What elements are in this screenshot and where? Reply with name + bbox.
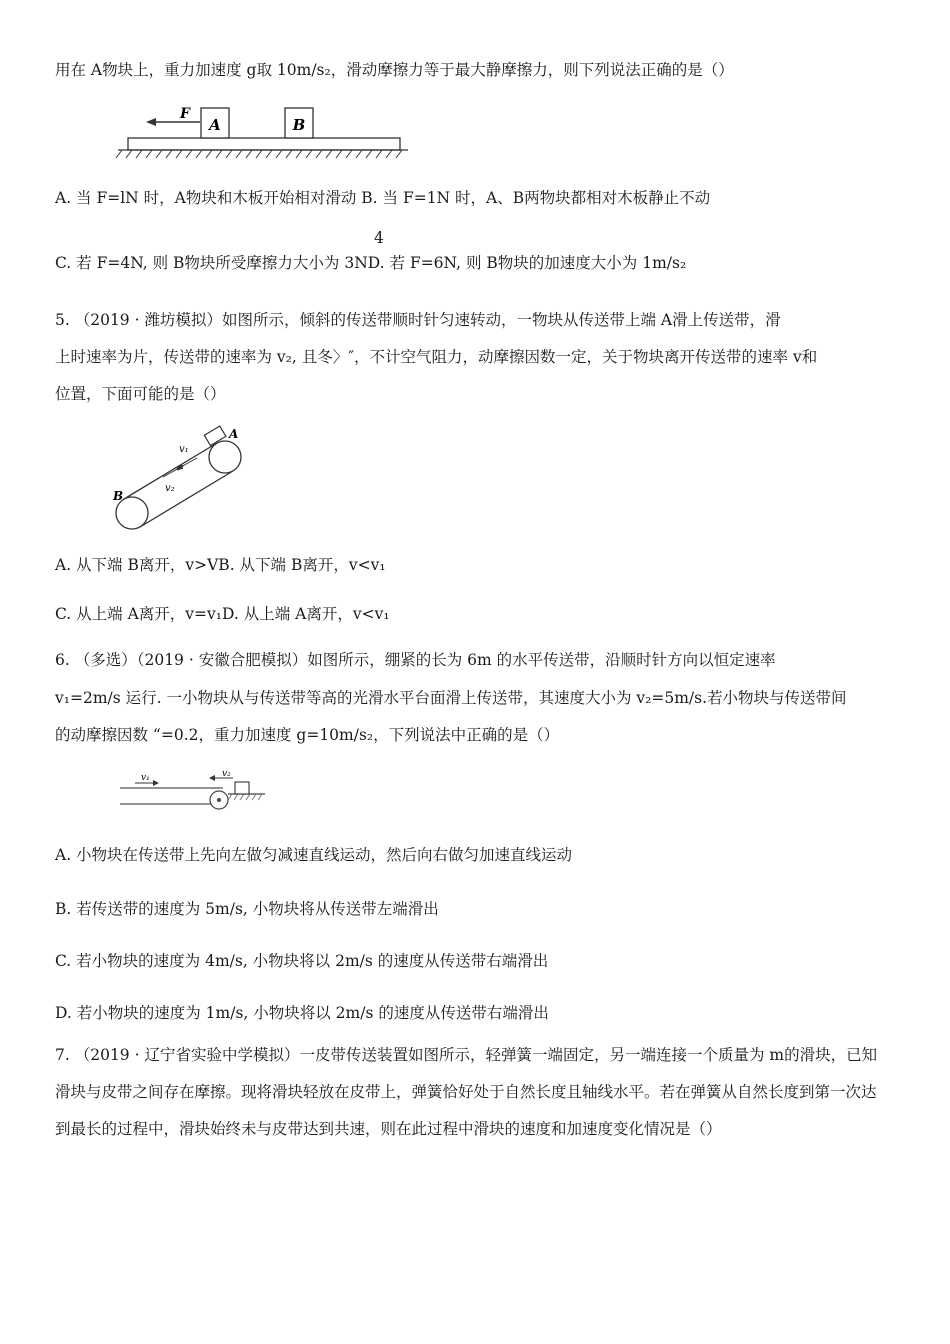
- label-v2: v₂: [165, 483, 175, 494]
- q6-stem-line-1: 6. （多选）（2019 · 安徽合肥模拟）如图所示，绷紧的长为 6m 的水平传送带，沿顺时针方向以恒定速率: [55, 651, 776, 669]
- block-b-label: B: [292, 116, 306, 134]
- q6-option-c: C. 若小物块的速度为 4m/s, 小物块将以 2m/s 的速度从传送带右端滑出: [55, 952, 549, 970]
- label-v1: v₁: [141, 773, 150, 783]
- force-label: F: [180, 106, 190, 122]
- q6-option-d: D. 若小物块的速度为 1m/s, 小物块将以 2m/s 的速度从传送带右端滑出: [55, 1004, 549, 1022]
- q7-stem: 7. （2019 · 辽宁省实验中学模拟）一皮带传送装置如图所示，轻弹簧一端固定，另一端连接一个质量为 m的滑块，已知滑块与皮带之间存在摩擦。现将滑块轻放在皮带上，弹簧恰好处于自然长度且轴线水平。若在弹簧从自然长度到第一次达到最长的过程中，滑块始终未与皮带达到共速，则在此过程中滑块的速度和加速度变化情况是（）: [55, 1046, 878, 1138]
- q5-stem-line-2: 上时速率为片，传送带的速率为 v₂, 且冬〉″，不计空气阻力，动摩擦因数一定，关于物块离开传送带的速率 v和: [55, 348, 818, 366]
- q5-option-ab: A. 从下端 B离开，v>VB. 从下端 B离开，v<v₁: [55, 556, 386, 574]
- q6-horizontal-belt-figure: [115, 770, 275, 816]
- label-b: B: [113, 489, 124, 503]
- page-number: 4: [374, 229, 384, 247]
- block-a-label: A: [209, 116, 221, 134]
- q6-stem-line-2: v₁=2m/s 运行. 一小物块从与传送带等高的光滑水平台面滑上传送带，其速度大小为 v₂=5m/s.若小物块与传送带间: [55, 689, 847, 707]
- q4-board-figure: [110, 100, 410, 162]
- q4-option-cd: C. 若 F=4N, 则 B物块所受摩擦力大小为 3ND. 若 F=6N, 则 B物块的加速度大小为 1m/s₂: [55, 254, 687, 272]
- q5-stem-line-1: 5. （2019 · 潍坊模拟）如图所示，倾斜的传送带顺时针匀速转动，一物块从传送带上端 A滑上传送带，滑: [55, 311, 781, 329]
- q5-stem-line-3: 位置，下面可能的是（）: [55, 385, 226, 403]
- q5-incline-belt-figure: [105, 420, 255, 535]
- label-a: A: [229, 427, 239, 441]
- small-block: [235, 782, 249, 794]
- q4-stem-tail: 用在 A物块上，重力加速度 g取 10m/s₂，滑动摩擦力等于最大静摩擦力，则下列说法正确的是（）: [55, 61, 734, 79]
- label-v1: v₁: [179, 444, 189, 455]
- label-v2: v₂: [222, 770, 231, 779]
- q4-option-ab: A. 当 F=lN 时，A物块和木板开始相对滑动 B. 当 F=1N 时，A、B两物块都相对木板静止不动: [55, 189, 711, 207]
- q6-option-a: A. 小物块在传送带上先向左做匀减速直线运动，然后向右做匀加速直线运动: [55, 846, 573, 864]
- q6-option-b: B. 若传送带的速度为 5m/s, 小物块将从传送带左端滑出: [55, 900, 439, 918]
- q5-option-cd: C. 从上端 A离开，v=v₁D. 从上端 A离开，v<v₁: [55, 605, 390, 623]
- q6-stem-line-3: 的动摩擦因数 “=0.2，重力加速度 g=10m/s₂，下列说法中正确的是（）: [55, 726, 560, 744]
